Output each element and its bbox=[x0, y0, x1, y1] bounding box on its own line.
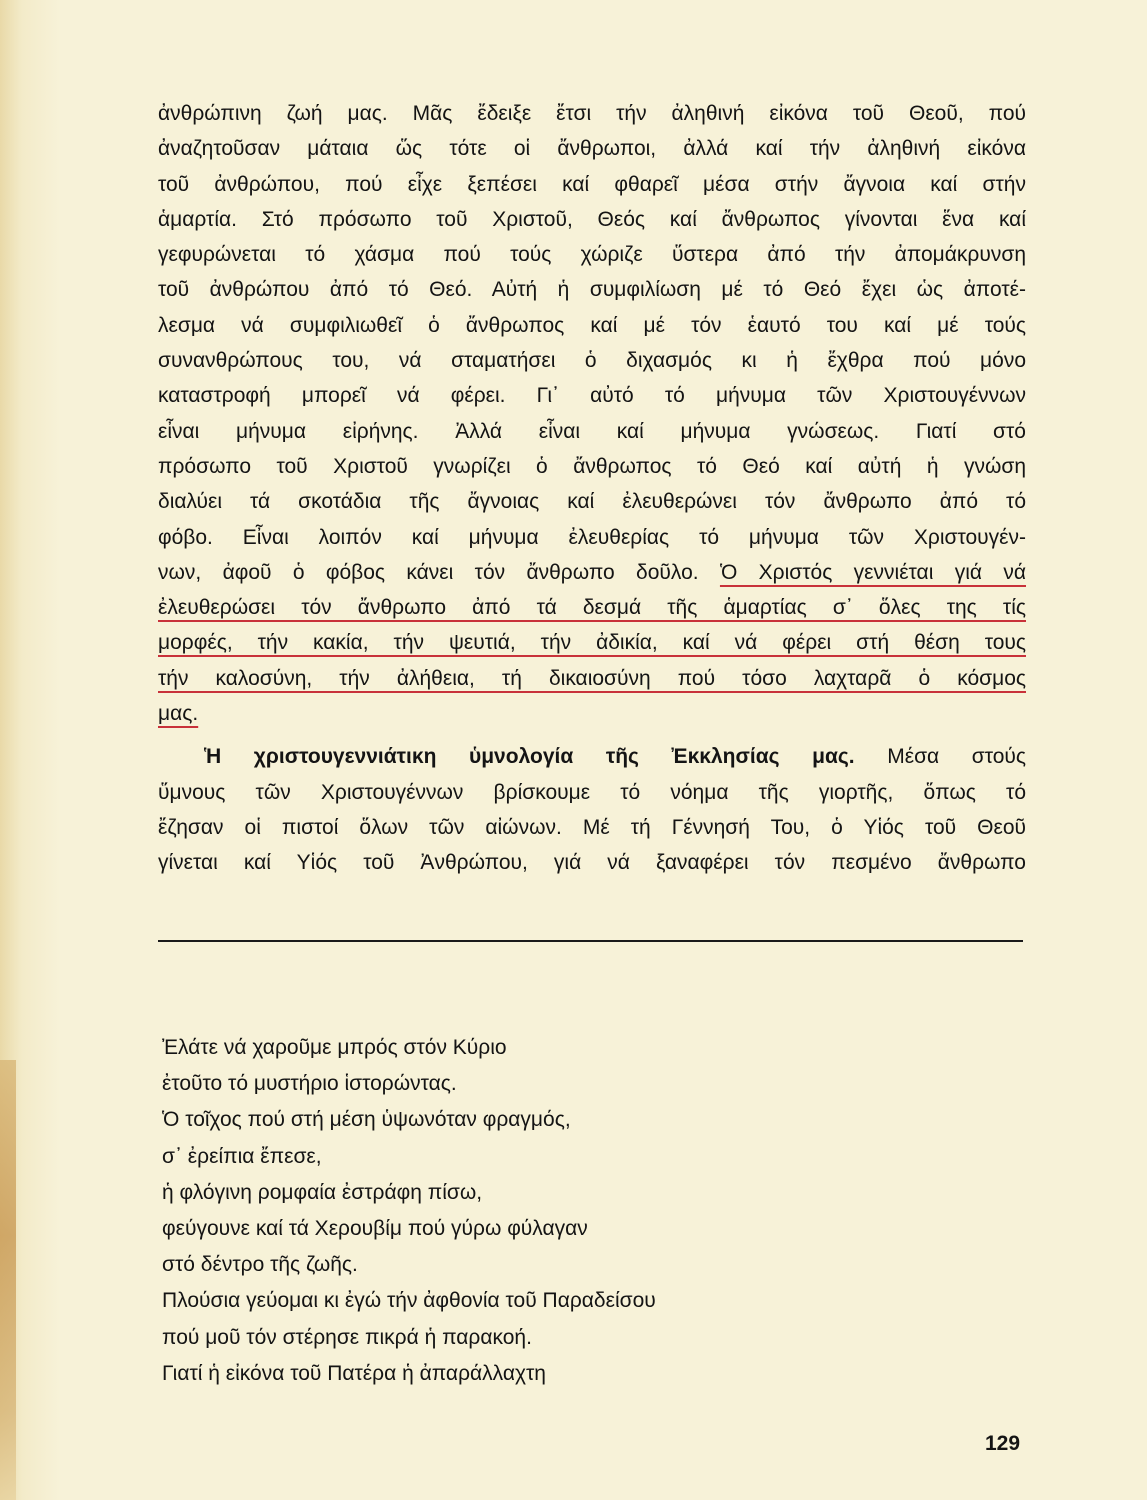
red-underlined-text: Ὁ Χριστός γεννιέται γιά νά bbox=[719, 560, 1026, 584]
prose-line bbox=[158, 661, 1026, 696]
poem-line: ἐτοῦτο τό μυστήριο ἱστορώντας. bbox=[162, 1072, 457, 1096]
prose-line: τοῦ ἀνθρώπου ἀπό τό Θεό. Αὐτή ἡ συμφιλίωση μέ τό Θεό ἔχει ὡς ἀποτέ- bbox=[158, 278, 1026, 302]
red-underlined-text: μορφές, τήν κακία, τήν ψευτιά, τήν ἀδικία, καί νά φέρει στή θέση τους bbox=[158, 631, 1026, 655]
prose-line: γίνεται καί Υἱός τοῦ Ἀνθρώπου, γιά νά ξαναφέρει τόν πεσμένο ἄνθρωπο bbox=[158, 851, 1026, 875]
prose-line: ἁμαρτία. Στό πρόσωπο τοῦ Χριστοῦ, Θεός καί ἄνθρωπος γίνονται ἕνα καί bbox=[158, 207, 1026, 231]
prose-line bbox=[158, 739, 1026, 774]
prose-line: γεφυρώνεται τό χάσμα πού τούς χώριζε ὕστερα ἀπό τήν ἀπομάκρυνση bbox=[158, 243, 1026, 267]
poem-line: πού μοῦ τόν στέρησε πικρά ἡ παρακοή. bbox=[162, 1325, 532, 1349]
prose-line: καταστροφή μπορεῖ νά φέρει. Γι᾽ αὐτό τό μήνυμα τῶν Χριστουγέννων bbox=[158, 384, 1026, 408]
prose-line bbox=[158, 696, 1026, 731]
prose-line: ἀνθρώπινη ζωή μας. Μᾶς ἔδειξε ἔτσι τήν ἀληθινή εἰκόνα τοῦ Θεοῦ, πού bbox=[158, 102, 1026, 125]
prose-text: Μέσα στούς bbox=[854, 745, 1027, 769]
prose-line: τοῦ ἀνθρώπου, πού εἶχε ξεπέσει καί φθαρεῖ μέσα στήν ἄγνοια καί στήν bbox=[158, 172, 1026, 196]
prose-line: ἀναζητοῦσαν μάταια ὥς τότε οἱ ἄνθρωποι, ἀλλά καί τήν ἀληθινή εἰκόνα bbox=[158, 137, 1026, 161]
prose-text: νων, ἀφοῦ ὁ φόβος κάνει τόν ἄνθρωπο δοῦλο. bbox=[158, 560, 720, 584]
poem-line: σ᾽ ἐρείπια ἔπεσε, bbox=[162, 1144, 322, 1168]
poem-line: ἡ φλόγινη ρομφαία ἐστράφη πίσω, bbox=[162, 1180, 483, 1204]
prose-line bbox=[158, 625, 1026, 660]
page-edge-stain bbox=[0, 1060, 16, 1500]
horizontal-rule bbox=[158, 940, 1023, 942]
prose-body bbox=[158, 96, 1026, 881]
prose-line: διαλύει τά σκοτάδια τῆς ἄγνοιας καί ἐλευθερώνει τόν ἄνθρωπο ἀπό τό bbox=[158, 490, 1026, 514]
poem-line: Γιατί ἡ εἰκόνα τοῦ Πατέρα ἡ ἀπαράλλαχτη bbox=[162, 1361, 546, 1385]
prose-line bbox=[158, 555, 1026, 590]
red-underlined-text: ἐλευθερώσει τόν ἄνθρωπο ἀπό τά δεσμά τῆς ἁμαρτίας σ᾽ ὅλες της τίς bbox=[158, 596, 1026, 620]
section-heading: Ἡ χριστουγεννιάτικη ὑμνολογία τῆς Ἐκκλησίας μας. bbox=[204, 745, 855, 769]
paragraph-gap bbox=[158, 731, 1026, 739]
poem-line: Ἐλάτε νά χαροῦμε μπρός στόν Κύριο bbox=[162, 1036, 507, 1059]
poem-line: Πλούσια γεύομαι κι ἐγώ τήν ἀφθονία τοῦ Παραδείσου bbox=[162, 1289, 656, 1313]
prose-line: συνανθρώπους του, νά σταματήσει ὁ διχασμός κι ἡ ἔχθρα πού μόνο bbox=[158, 349, 1026, 373]
prose-line bbox=[158, 590, 1026, 625]
prose-line: ἔζησαν οἱ πιστοί ὅλων τῶν αἰώνων. Μέ τή Γέννησή Του, ὁ Υἱός τοῦ Θεοῦ bbox=[158, 815, 1026, 839]
prose-line: εἶναι μήνυμα εἰρήνης. Ἀλλά εἶναι καί μήνυμα γνώσεως. Γιατί στό bbox=[158, 419, 1026, 443]
poem-line: Ὁ τοῖχος πού στή μέση ὑψωνόταν φραγμός, bbox=[162, 1108, 571, 1132]
page-number: 129 bbox=[985, 1432, 1021, 1455]
red-underlined-text: τήν καλοσύνη, τήν ἀλήθεια, τή δικαιοσύνη πού τόσο λαχταρᾶ ὁ κόσμος bbox=[158, 666, 1026, 690]
poem-line: στό δέντρο τῆς ζωῆς. bbox=[162, 1253, 358, 1277]
hymn-poem bbox=[162, 1030, 922, 1392]
poem-line: φεύγουνε καί τά Χερουβίμ πού γύρω φύλαγαν bbox=[162, 1216, 588, 1240]
prose-line: πρόσωπο τοῦ Χριστοῦ γνωρίζει ὁ ἄνθρωπος τό Θεό καί αὐτή ἡ γνώση bbox=[158, 454, 1026, 478]
red-underlined-text: μας. bbox=[158, 702, 199, 726]
prose-line: ὕμνους τῶν Χριστουγέννων βρίσκουμε τό νόημα τῆς γιορτῆς, ὅπως τό bbox=[158, 780, 1026, 804]
prose-line: λεσμα νά συμφιλιωθεῖ ὁ ἄνθρωπος καί μέ τόν ἑαυτό του καί μέ τούς bbox=[158, 313, 1026, 337]
prose-line: φόβο. Εἶναι λοιπόν καί μήνυμα ἐλευθερίας τό μήνυμα τῶν Χριστουγέν- bbox=[158, 525, 1026, 549]
